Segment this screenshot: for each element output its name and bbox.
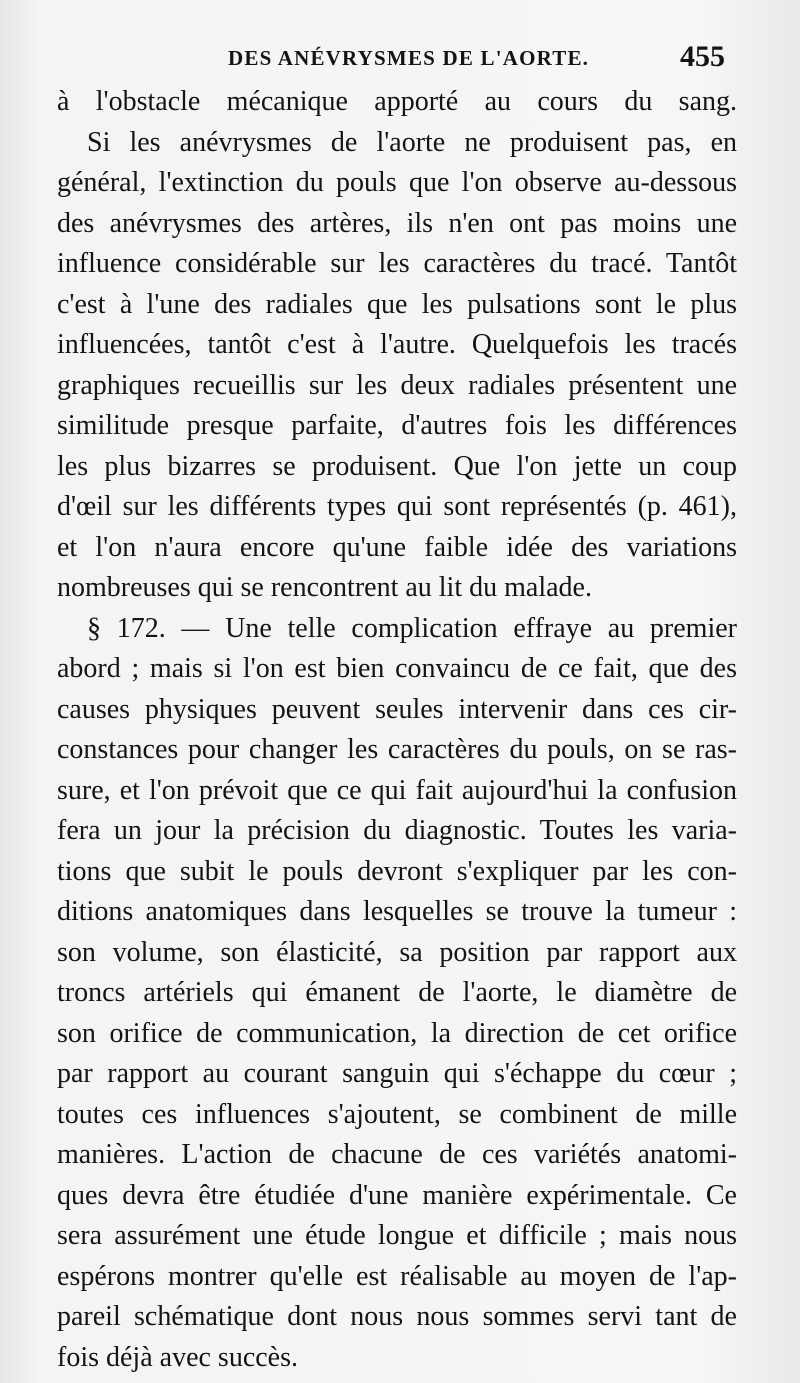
- text-line: espérons montrer qu'elle est réalisable au moyen de l'ap-: [57, 1260, 737, 1292]
- text-line: causes physiques peuvent seules intervenir dans ces cir-: [57, 693, 737, 725]
- text-line: fera un jour la précision du diagnostic. Toutes les varia-: [57, 815, 737, 846]
- text-line: influence considérable sur les caractères du tracé. Tantôt: [57, 248, 737, 279]
- text-line: tions que subit le pouls devront s'expliquer par les con-: [57, 855, 737, 887]
- text-line: nombreuses qui se rencontrent au lit du malade.: [57, 572, 592, 603]
- text-line: et l'on n'aura encore qu'une faible idée des variations: [57, 531, 737, 563]
- text-line: c'est à l'une des radiales que les pulsations sont le plus: [57, 288, 737, 320]
- text-line: pareil schématique dont nous nous sommes servi tant de: [57, 1301, 737, 1332]
- text-line: similitude presque parfaite, d'autres fois les différences: [57, 410, 737, 441]
- text-line: toutes ces influences s'ajoutent, se combinent de mille: [57, 1098, 737, 1130]
- text-line: son orifice de communication, la direction de cet orifice: [57, 1017, 737, 1049]
- text-line: manières. L'action de chacune de ces variétés anatomi-: [57, 1139, 737, 1170]
- text-line: par rapport au courant sanguin qui s'échappe du cœur ;: [57, 1058, 737, 1089]
- section-heading-line: § 172. — Une telle complication effraye au premier: [87, 612, 737, 644]
- running-head: DES ANÉVRYSMES DE L'AORTE.: [228, 46, 590, 70]
- text-line: son volume, son élasticité, sa position par rapport aux: [57, 936, 737, 968]
- text-line: ditions anatomiques dans lesquelles se trouve la tumeur :: [57, 896, 737, 927]
- text-line: Si les anévrysmes de l'aorte ne produisent pas, en: [87, 126, 737, 158]
- text-line: ques devra être étudiée d'une manière expérimentale. Ce: [57, 1179, 737, 1211]
- text-line: constances pour changer les caractères du pouls, on se ras-: [57, 734, 737, 765]
- text-line: sera assurément une étude longue et difficile ; mais nous: [57, 1220, 737, 1251]
- text-line: général, l'extinction du pouls que l'on observe au-dessous: [57, 167, 737, 198]
- text-line: les plus bizarres se produisent. Que l'on jette un coup: [57, 450, 737, 482]
- text-line: graphiques recueillis sur les deux radiales présentent une: [57, 369, 737, 401]
- text-line: influencées, tantôt c'est à l'autre. Quelquefois les tracés: [57, 329, 737, 360]
- body-text: [57, 82, 737, 1378]
- text-line: troncs artériels qui émanent de l'aorte, le diamètre de: [57, 977, 737, 1008]
- text-line: sure, et l'on prévoit que ce qui fait aujourd'hui la confusion: [57, 774, 737, 806]
- text-line: d'œil sur les différents types qui sont représentés (p. 461),: [57, 491, 737, 522]
- text-line: fois déjà avec succès.: [57, 1341, 298, 1373]
- text-line: abord ; mais si l'on est bien convaincu de ce fait, que des: [57, 653, 737, 684]
- text-line: des anévrysmes des artères, ils n'en ont pas moins une: [57, 207, 737, 239]
- text-line: à l'obstacle mécanique apporté au cours du sang.: [57, 86, 737, 117]
- page-number: 455: [680, 40, 725, 73]
- page-header: [0, 40, 800, 80]
